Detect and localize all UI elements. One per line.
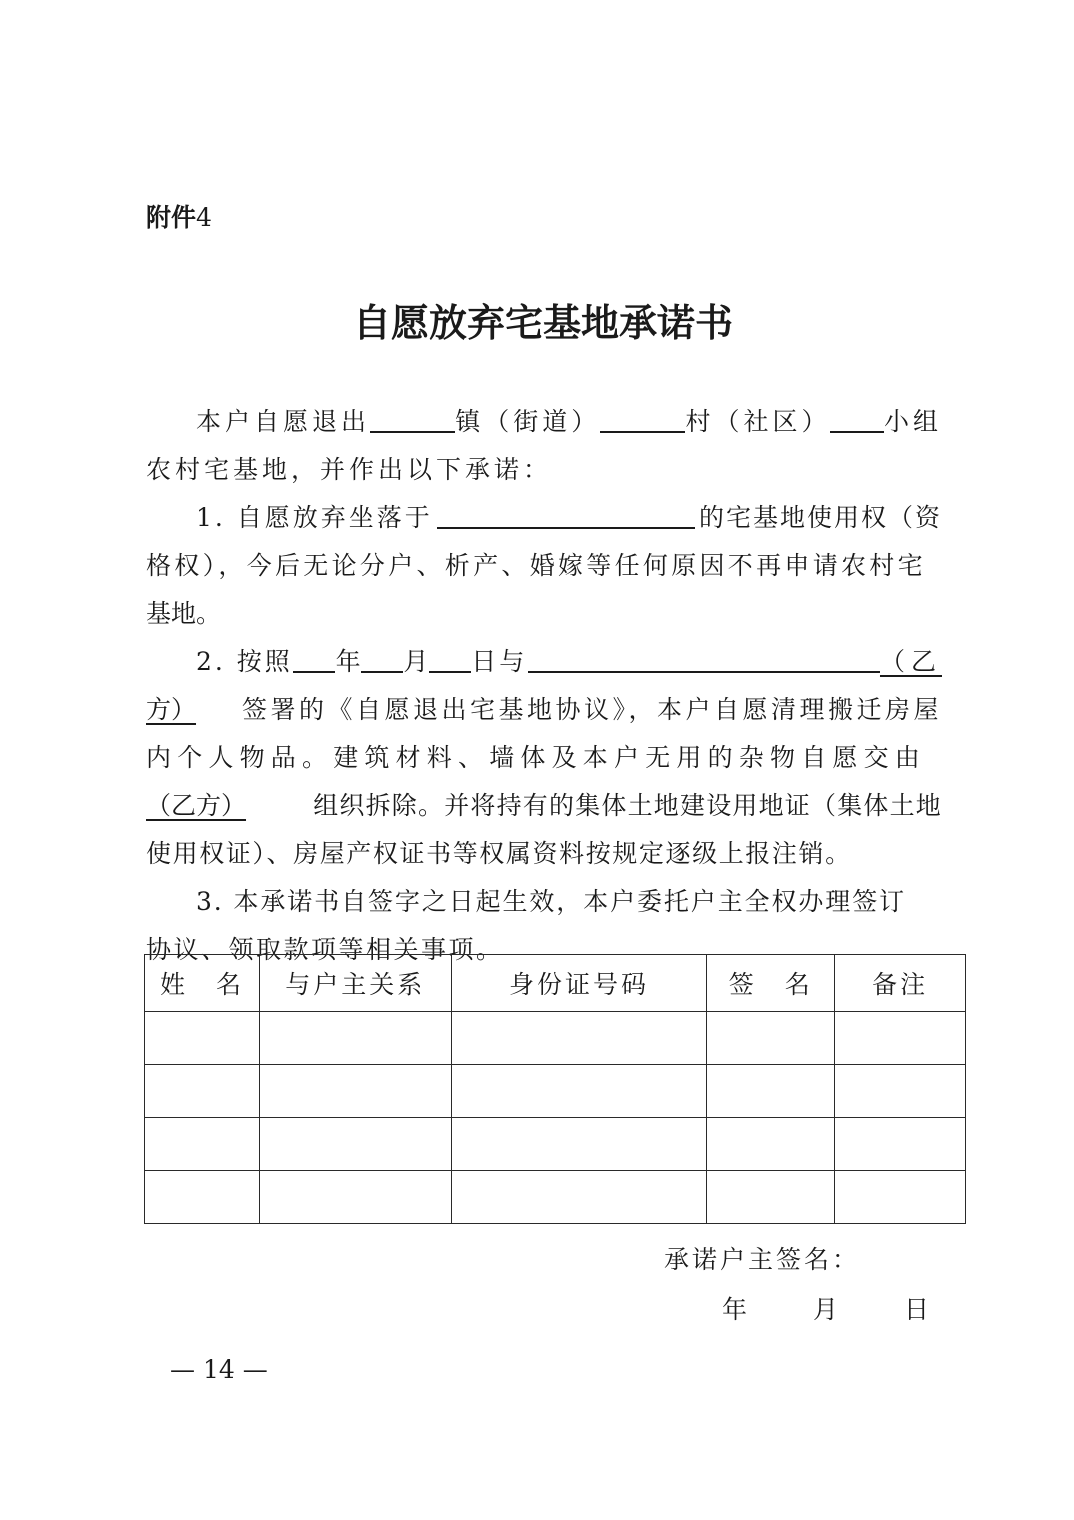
table-cell[interactable]: [707, 1118, 835, 1171]
item1-line-3: 基地。: [146, 599, 222, 628]
table-cell[interactable]: [835, 1171, 966, 1224]
table-cell[interactable]: [451, 1171, 707, 1224]
table-cell[interactable]: [451, 1065, 707, 1118]
item2-line-4: （乙方） 组织拆除。并将持有的集体土地建设用地证（集体土地: [146, 791, 942, 820]
document-title: 自愿放弃宅基地承诺书: [352, 300, 733, 345]
table-row: [145, 1171, 966, 1224]
town-blank[interactable]: [370, 398, 455, 433]
table-cell[interactable]: [145, 1118, 260, 1171]
table-cell[interactable]: [145, 1065, 260, 1118]
table-cell[interactable]: [835, 1065, 966, 1118]
table-cell[interactable]: [451, 1012, 707, 1065]
table-cell[interactable]: [451, 1118, 707, 1171]
item2-line-3: 内个人物品。建筑材料、墙体及本户无用的杂物自愿交由: [146, 743, 927, 772]
header-id-number: 身份证号码: [451, 955, 707, 1012]
header-remarks: 备注: [835, 955, 966, 1012]
item1-line-2: 格权），今后无论分户、析产、婚嫁等任何原因不再申请农村宅: [146, 551, 926, 580]
item2-line-2: 方） 签署的《自愿退出宅基地协议》，本户自愿清理搬迁房屋: [146, 695, 942, 724]
year-blank[interactable]: [293, 638, 335, 673]
date-day: 日: [903, 1295, 929, 1324]
header-name: 姓 名: [145, 955, 260, 1012]
table-cell[interactable]: [259, 1171, 451, 1224]
table-cell[interactable]: [835, 1118, 966, 1171]
item3-line-2: 协议、领取款项等相关事项。: [146, 935, 504, 964]
table-cell[interactable]: [145, 1012, 260, 1065]
table-cell[interactable]: [259, 1012, 451, 1065]
location-blank[interactable]: [437, 494, 695, 529]
household-members-table: [144, 954, 966, 1224]
table-header-row: [145, 955, 966, 1012]
group-blank[interactable]: [830, 398, 884, 433]
header-signature: 签 名: [707, 955, 835, 1012]
table-cell[interactable]: [835, 1012, 966, 1065]
intro-line-1: 本户自愿退出 镇（街道） 村（社区） 小组: [146, 398, 942, 446]
table-cell[interactable]: [707, 1171, 835, 1224]
day-blank[interactable]: [429, 638, 471, 673]
page-number: — 14 —: [170, 1355, 268, 1384]
item2-line-1: 2. 按照 年 月 日与 （乙: [146, 638, 942, 686]
document-body: [146, 398, 942, 974]
intro-line-2: 农村宅基地，并作出以下承诺：: [146, 455, 553, 484]
item2-line-5: 使用权证）、房屋产权证书等权属资料按规定逐级上报注销。: [146, 839, 852, 868]
table-row: [145, 1065, 966, 1118]
item3-line-1: 3. 本承诺书自签字之日起生效，本户委托户主全权办理签订: [196, 887, 907, 916]
table-cell[interactable]: [707, 1012, 835, 1065]
party-b-blank[interactable]: [528, 638, 880, 673]
date-month: 月: [812, 1295, 838, 1324]
item1-line-1: 1. 自愿放弃坐落于 的宅基地使用权（资: [146, 494, 942, 542]
householder-signature-label: 承诺户主签名：: [664, 1245, 861, 1274]
table-cell[interactable]: [707, 1065, 835, 1118]
table-cell[interactable]: [145, 1171, 260, 1224]
date-year: 年: [722, 1295, 748, 1324]
table-cell[interactable]: [259, 1118, 451, 1171]
table-cell[interactable]: [259, 1065, 451, 1118]
signature-date: [722, 1290, 929, 1326]
table-row: [145, 1118, 966, 1171]
village-blank[interactable]: [600, 398, 685, 433]
attachment-number: 4: [196, 203, 212, 232]
table-row: [145, 1012, 966, 1065]
header-relationship: 与户主关系: [259, 955, 451, 1012]
attachment-label: 附件4: [146, 203, 212, 232]
month-blank[interactable]: [361, 638, 403, 673]
